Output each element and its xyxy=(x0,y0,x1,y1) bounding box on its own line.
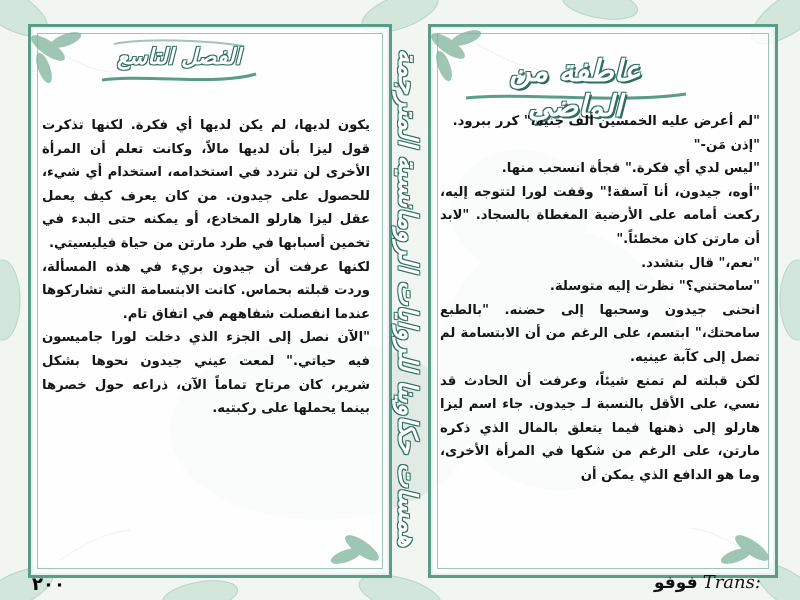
chapter-title-banner xyxy=(94,34,264,88)
novel-title: عاطفة من الماضي xyxy=(509,54,641,124)
translator-credit xyxy=(654,572,794,596)
right-paragraph: "نعم،" قال بتشدد. xyxy=(641,255,760,271)
translator-label: Trans: xyxy=(702,572,761,593)
right-paragraph: لكن قبلته لم تمنع شيئاً، وعرفت أن الحادث قد نسي، على الأقل بالنسبة لـ جيدون. جاء اسم ليزا هارلو إلى ذهنها فيما يتعلق بالمال الذي ذكره مارتن، على الرغم من شكها في المرأة الأخرى، وما هو الدافع الذي يمكن أن xyxy=(440,373,760,483)
right-paragraph: "ليس لدي أي فكرة." فجأة انسحب منها. xyxy=(501,161,760,177)
translator-name: فوفو xyxy=(654,573,698,593)
right-page-text xyxy=(440,110,760,488)
series-label-spine xyxy=(390,24,424,572)
left-paragraph: "الآن نصل إلى الجزء الذي دخلت لورا جاميسون فيه حياتي." لمعت عيني جيدون نحوها بشكل شرير، كان مرتاح تماماً الآن، ذراعه حول خصرها بينما يحملها على ركبتيه. xyxy=(42,330,370,417)
chapter-title: الفصل التاسع xyxy=(117,44,241,70)
right-paragraph: انحنى جيدون وسحبها إلى حضنه. "بالطبع سامحتك،" ابتسم، على الرغم من أن الابتسامة لم تصل إلى كآبة عينيه. xyxy=(440,302,760,365)
right-paragraph: "سامحتني؟" نظرت إليه متوسلة. xyxy=(549,279,760,295)
left-paragraph: لكنها عرفت أن جيدون بريء في هذه المسألة، وردت قبلته بحماس. كانت الابتسامة التي تشاركوها عندما انفصلت شفاههم في اتفاق تام. xyxy=(42,259,370,322)
left-paragraph: يكون لديها، لم يكن لديها أي فكرة. لكنها تذكرت قول ليزا بأن لديها مالاً، وكانت تعلم أن المرأة الأخرى لن تتردد في استخدامه، استخدام أي شيء، للحصول على جيدون. من كان يعرف كيف يعمل عقل ليزا هارلو المخادع، أو يمكنه حتى البدء في تخمين أسبابها في طرد مارتن من حياة فيليسيتي. xyxy=(42,118,370,251)
series-label: همسات حكاوينا للروايات الرومانسية المترجمة xyxy=(392,48,422,548)
right-paragraph: "إذن مَن-" xyxy=(693,137,760,153)
right-paragraph: "لم أعرض عليه الخمسين ألف جنيه،" كرر ببرود. xyxy=(452,114,760,129)
page-number: ٢٠٠ xyxy=(32,574,65,595)
left-page-text xyxy=(42,114,370,421)
novel-title-banner xyxy=(460,50,690,124)
right-paragraph: "أوه، جيدون، أنا آسفة!" وقفت لورا لتتوجه إليه، ركعت أمامه على الأرضية المغطاة بالسجاد. "لابد أن مارتن كان مخطئاً." xyxy=(440,184,760,247)
